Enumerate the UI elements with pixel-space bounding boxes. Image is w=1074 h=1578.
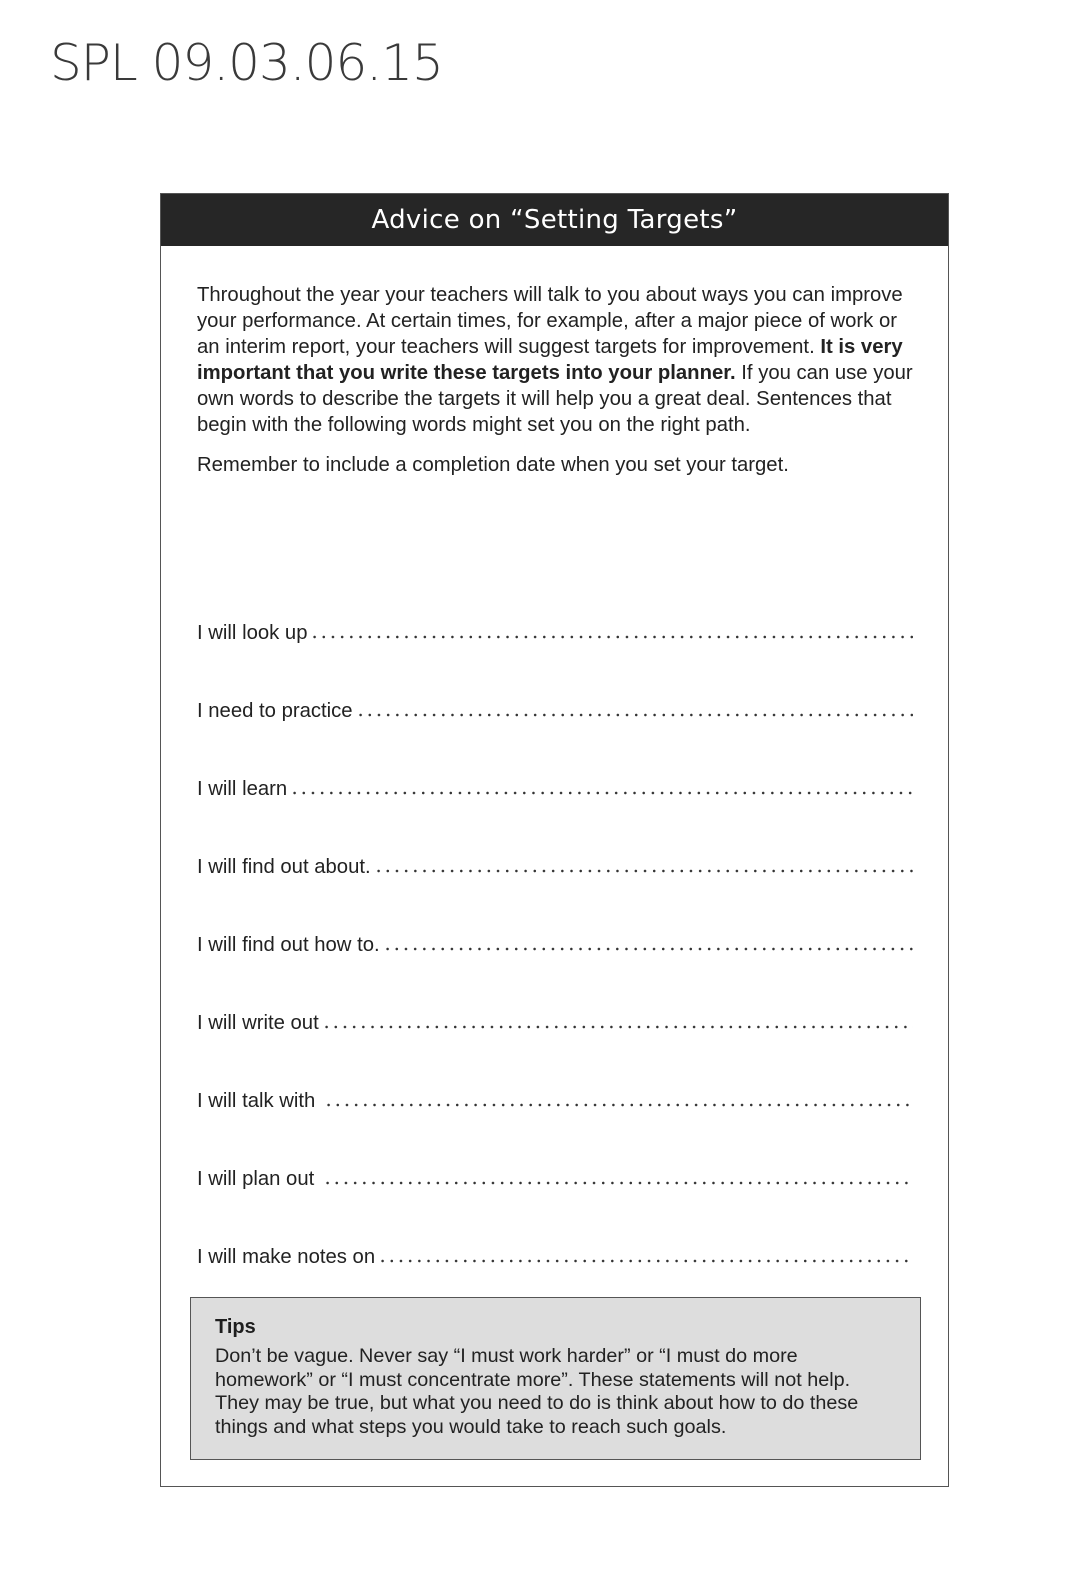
target-line-find-out-how <box>197 879 913 957</box>
intro-bold-text: It is very important that you write these targets into your planner. <box>197 336 903 384</box>
dotted-fill-line[interactable] <box>310 635 913 639</box>
target-label: I need to practice <box>197 700 353 722</box>
target-line-look-up <box>197 567 913 645</box>
target-label: I will find out how to. <box>197 934 380 956</box>
intro-section <box>197 282 917 478</box>
dotted-fill-line[interactable] <box>383 947 913 951</box>
target-line-write-out <box>197 957 913 1035</box>
card-title-bar <box>161 194 948 246</box>
target-label: I will learn <box>197 778 288 800</box>
target-label: I will talk with <box>197 1090 321 1112</box>
dotted-fill-line[interactable] <box>324 1103 913 1107</box>
target-list <box>197 567 913 1269</box>
dotted-fill-line[interactable] <box>323 1181 913 1185</box>
target-line-talk-with <box>197 1035 913 1113</box>
advice-card <box>160 193 949 1487</box>
dotted-fill-line[interactable] <box>322 1025 913 1029</box>
target-label: I will plan out <box>197 1168 320 1190</box>
target-line-plan-out <box>197 1113 913 1191</box>
intro-paragraph <box>197 282 917 438</box>
target-line-find-out-about <box>197 801 913 879</box>
document-code: SPL 09.03.06.15 <box>50 34 443 92</box>
dotted-fill-line[interactable] <box>290 791 913 795</box>
target-line-practice <box>197 645 913 723</box>
tips-box <box>190 1297 921 1460</box>
tips-body: Don’t be vague. Never say “I must work harder” or “I must do more homework” or “I must concentrate more”. These statements will not help. They may be true, but what you need to do is think about how to do these things and what steps you would take to reach such goals. <box>215 1345 859 1438</box>
target-label: I will look up <box>197 622 308 644</box>
target-line-make-notes <box>197 1191 913 1269</box>
dotted-fill-line[interactable] <box>356 713 913 717</box>
card-title: Advice on “Setting Targets” <box>371 205 738 235</box>
dotted-fill-line[interactable] <box>374 869 913 873</box>
intro-text-end: If you can use your own words to describe the targets it will help you a great deal. Sentences that begin with the following words might set you on the right path. <box>197 362 913 436</box>
target-label: I will write out <box>197 1012 319 1034</box>
remember-note: Remember to include a completion date when you set your target. <box>197 454 789 476</box>
intro-text-start: Throughout the year your teachers will talk to you about ways you can improve your performance. At certain times, for example, after a major piece of work or an interim report, your teachers will suggest targets for improvement. <box>197 284 903 358</box>
target-label: I will find out about. <box>197 856 371 878</box>
target-line-learn <box>197 723 913 801</box>
tips-title: Tips <box>215 1316 256 1338</box>
dotted-fill-line[interactable] <box>378 1259 913 1263</box>
target-label: I will make notes on <box>197 1246 376 1268</box>
